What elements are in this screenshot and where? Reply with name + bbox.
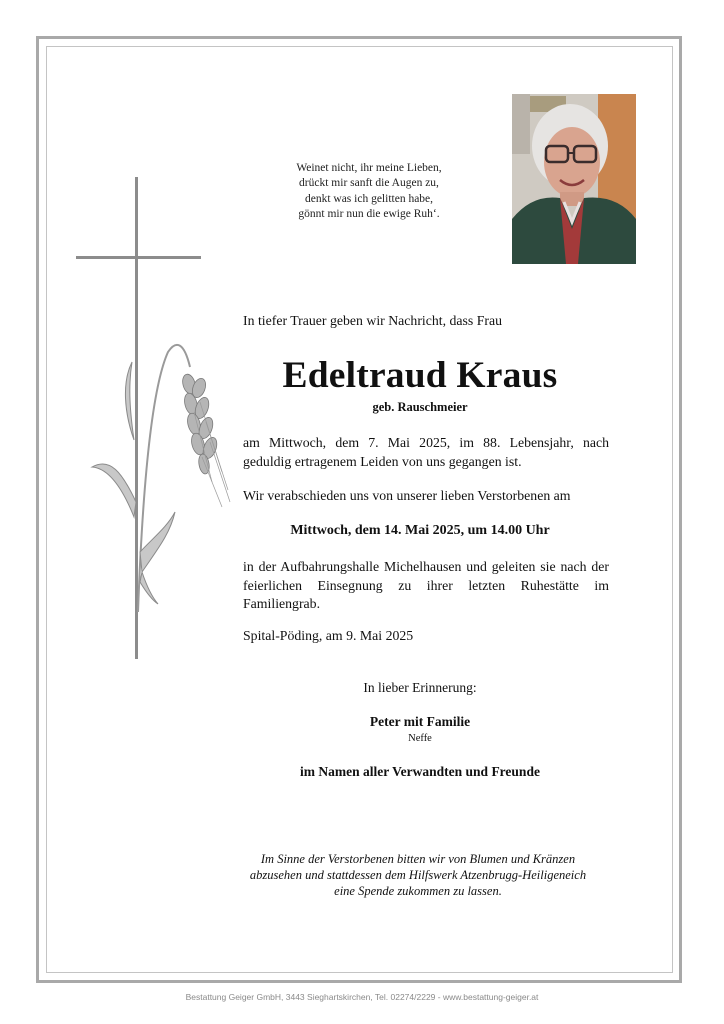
maiden-name: geb. Rauschmeier — [372, 400, 468, 414]
footer-text: Bestattung Geiger GmbH, 3443 Sieghartskirchen, Tel. 02274/2229 - www.bestattung-geiger.at — [185, 992, 539, 1002]
deceased-name: Edeltraud Kraus — [282, 355, 558, 396]
place-date: Spital-Pöding, am 9. Mai 2025 — [243, 628, 414, 643]
donation-line: abzusehen und stattdessen dem Hilfswerk Atzenbrugg-Heiligeneich — [249, 868, 587, 882]
donation-note — [228, 851, 608, 899]
donation-line: eine Spende zukommen zu lassen. — [334, 884, 502, 898]
funeral-date: Mittwoch, dem 14. Mai 2025, um 14.00 Uhr — [290, 523, 550, 538]
poem-line: drückt mir sanft die Augen zu, — [299, 177, 439, 190]
poem — [274, 161, 464, 222]
poem-line: denkt was ich gelitten habe, — [304, 192, 434, 205]
relatives-text: im Namen aller Verwandten und Freunde — [300, 764, 540, 779]
mourner-name: Peter mit Familie — [369, 714, 471, 729]
intro-text: In tiefer Trauer geben wir Nachricht, dass Frau — [243, 313, 502, 328]
donation-line: Im Sinne der Verstorbenen bitten wir von Blumen und Kränzen — [260, 852, 576, 866]
portrait-photo — [512, 94, 636, 264]
memory-text: In lieber Erinnerung: — [363, 680, 477, 695]
poem-line: Weinet nicht, ihr meine Lieben, — [296, 162, 442, 174]
mourner-relation: Neffe — [408, 733, 432, 744]
place-paragraph: in der Aufbahrungshalle Michelhausen und geleiten sie nach der feierlichen Einsegnung zu ihrer letzten Ruhestätte im Familiengrab. — [243, 559, 609, 611]
farewell-text: Wir verabschieden uns von unserer lieben Verstorbenen am — [243, 488, 571, 503]
death-paragraph: am Mittwoch, dem 7. Mai 2025, im 88. Lebensjahr, nach geduldig ertragenem Leiden von uns gegangen ist. — [243, 435, 609, 469]
cross-with-wheat-icon — [72, 172, 242, 667]
poem-line: gönnt mir nun die ewige Ruh‘. — [298, 207, 440, 220]
